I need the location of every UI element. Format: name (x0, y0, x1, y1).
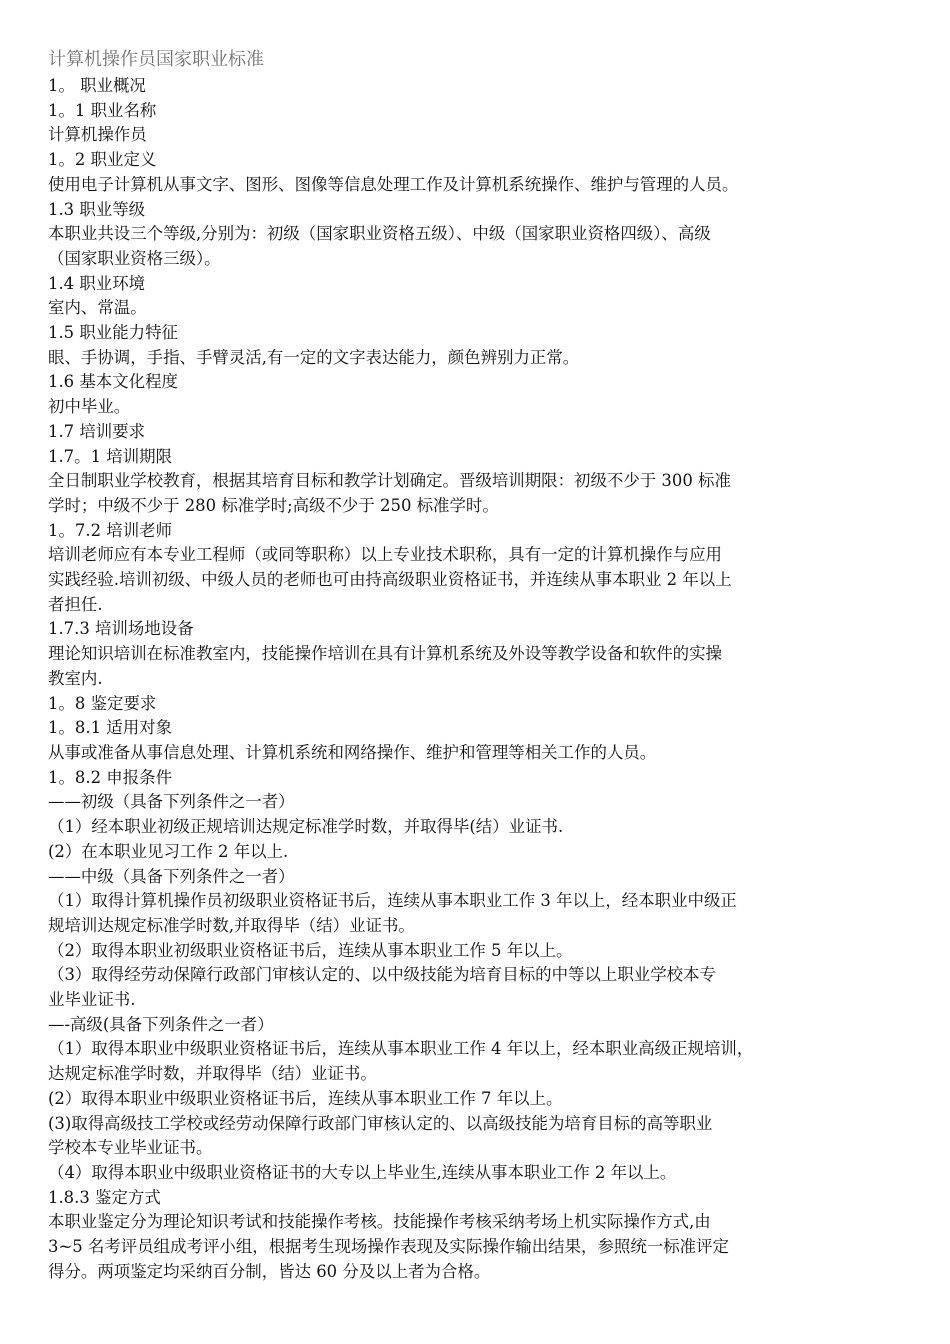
document-line: 1。1 职业名称 (48, 100, 157, 120)
document-line: 者担任. (48, 594, 103, 614)
document-line: 1。 职业概况 (48, 76, 146, 95)
document-line: 业毕业证书. (48, 990, 136, 1010)
document-line: （2）取得本职业初级职业资格证书后，连续从事本职业工作 5 年以上。 (48, 940, 573, 960)
document-line: （4）取得本职业中级职业资格证书的大专以上毕业生,连续从事本职业工作 2 年以上。 (48, 1162, 677, 1182)
document-line: (3)取得高级技工学校或经劳动保障行政部门审核认定的、以高级技能为培育目标的高等职业 (48, 1113, 713, 1133)
document-line: 1.5 职业能力特征 (48, 323, 178, 343)
document-line: 教室内. (48, 668, 103, 688)
document-line: 1.7。1 培训期限 (48, 446, 173, 466)
document-line: —-高级(具备下列条件之一者） (48, 1014, 274, 1034)
document-line: 1.8.3 鉴定方式 (48, 1187, 161, 1207)
document-line: 本职业共设三个等级,分别为：初级（国家职业资格五级）、中级（国家职业资格四级）、高级 (48, 224, 711, 244)
document-line: 3~5 名考评员组成考评小组，根据考生现场操作表现及实际操作输出结果，参照统一标准评定 (48, 1237, 729, 1257)
document-line: 达规定标准学时数，并取得毕（结）业证书。 (48, 1064, 377, 1084)
document-line: (2）取得本职业中级职业资格证书后，连续从事本职业工作 7 年以上。 (48, 1088, 563, 1108)
document-line: 1。8.1 适用对象 (48, 718, 173, 738)
document-line: 从事或准备从事信息处理、计算机系统和网络操作、维护和管理等相关工作的人员。 (48, 742, 657, 762)
document-body (48, 74, 918, 1284)
document-line: 1.7.3 培训场地设备 (48, 619, 194, 639)
document-line: （1）取得计算机操作员初级职业资格证书后，连续从事本职业工作 3 年以上，经本职业中级正 (48, 891, 737, 911)
document-line: （3）取得经劳动保障行政部门审核认定的、以中级技能为培育目标的中等以上职业学校本专 (48, 965, 716, 985)
document-line: 1。8 鉴定要求 (48, 693, 157, 713)
document-line: 规培训达规定标准学时数,并取得毕（结）业证书。 (48, 915, 415, 935)
document-line: 实践经验.培训初级、中级人员的老师也可由持高级职业资格证书，并连续从事本职业 2 年以上 (48, 570, 732, 590)
document-line: 学时；中级不少于 280 标准学时;高级不少于 250 标准学时。 (48, 495, 499, 515)
document-line: 全日制职业学校教育，根据其培育目标和教学计划确定。晋级培训期限：初级不少于 300 标准 (48, 471, 731, 491)
document-line: 1.6 基本文化程度 (48, 372, 178, 392)
document-line: (2）在本职业见习工作 2 年以上. (48, 841, 289, 861)
document-line: （1）取得本职业中级职业资格证书后，连续从事本职业工作 4 年以上，经本职业高级正规培训， (48, 1039, 754, 1059)
document-line: （1）经本职业初级正规培训达规定标准学时数，并取得毕(结）业证书. (48, 817, 564, 837)
document-line: 眼、手协调，手指、手臂灵活,有一定的文字表达能力，颜色辨别力正常。 (48, 347, 580, 367)
document-line: 1.4 职业环境 (48, 273, 146, 293)
document-line: 计算机操作员 (48, 125, 147, 145)
document-page (48, 46, 918, 1284)
document-line: 理论知识培训在标准教室内，技能操作培训在具有计算机系统及外设等教学设备和软件的实操 (48, 644, 722, 664)
document-line: 室内、常温。 (48, 298, 147, 318)
document-line: 1。7.2 培训老师 (48, 520, 173, 540)
document-line: ——初级（具备下列条件之一者） (48, 792, 295, 812)
document-line: 使用电子计算机从事文字、图形、图像等信息处理工作及计算机系统操作、维护与管理的人员。 (48, 174, 739, 194)
document-line: 初中毕业。 (48, 397, 131, 417)
document-line: 得分。两项鉴定均采纳百分制，皆达 60 分及以上者为合格。 (48, 1261, 491, 1281)
document-title: 计算机操作员国家职业标准 (48, 49, 264, 70)
document-line: 培训老师应有本专业工程师（或同等职称）以上专业技术职称，具有一定的计算机操作与应用 (48, 545, 722, 565)
document-line: 1。2 职业定义 (48, 150, 157, 170)
document-line: 本职业鉴定分为理论知识考试和技能操作考核。技能操作考核采纳考场上机实际操作方式,由 (48, 1212, 711, 1232)
document-line: （国家职业资格三级）。 (48, 248, 221, 268)
document-line: ——中级（具备下列条件之一者） (48, 866, 295, 886)
document-line: 学校本专业毕业证书。 (48, 1138, 213, 1158)
document-line: 1.3 职业等级 (48, 199, 146, 219)
document-line: 1.7 培训要求 (48, 421, 146, 441)
document-line: 1。8.2 申报条件 (48, 767, 173, 787)
